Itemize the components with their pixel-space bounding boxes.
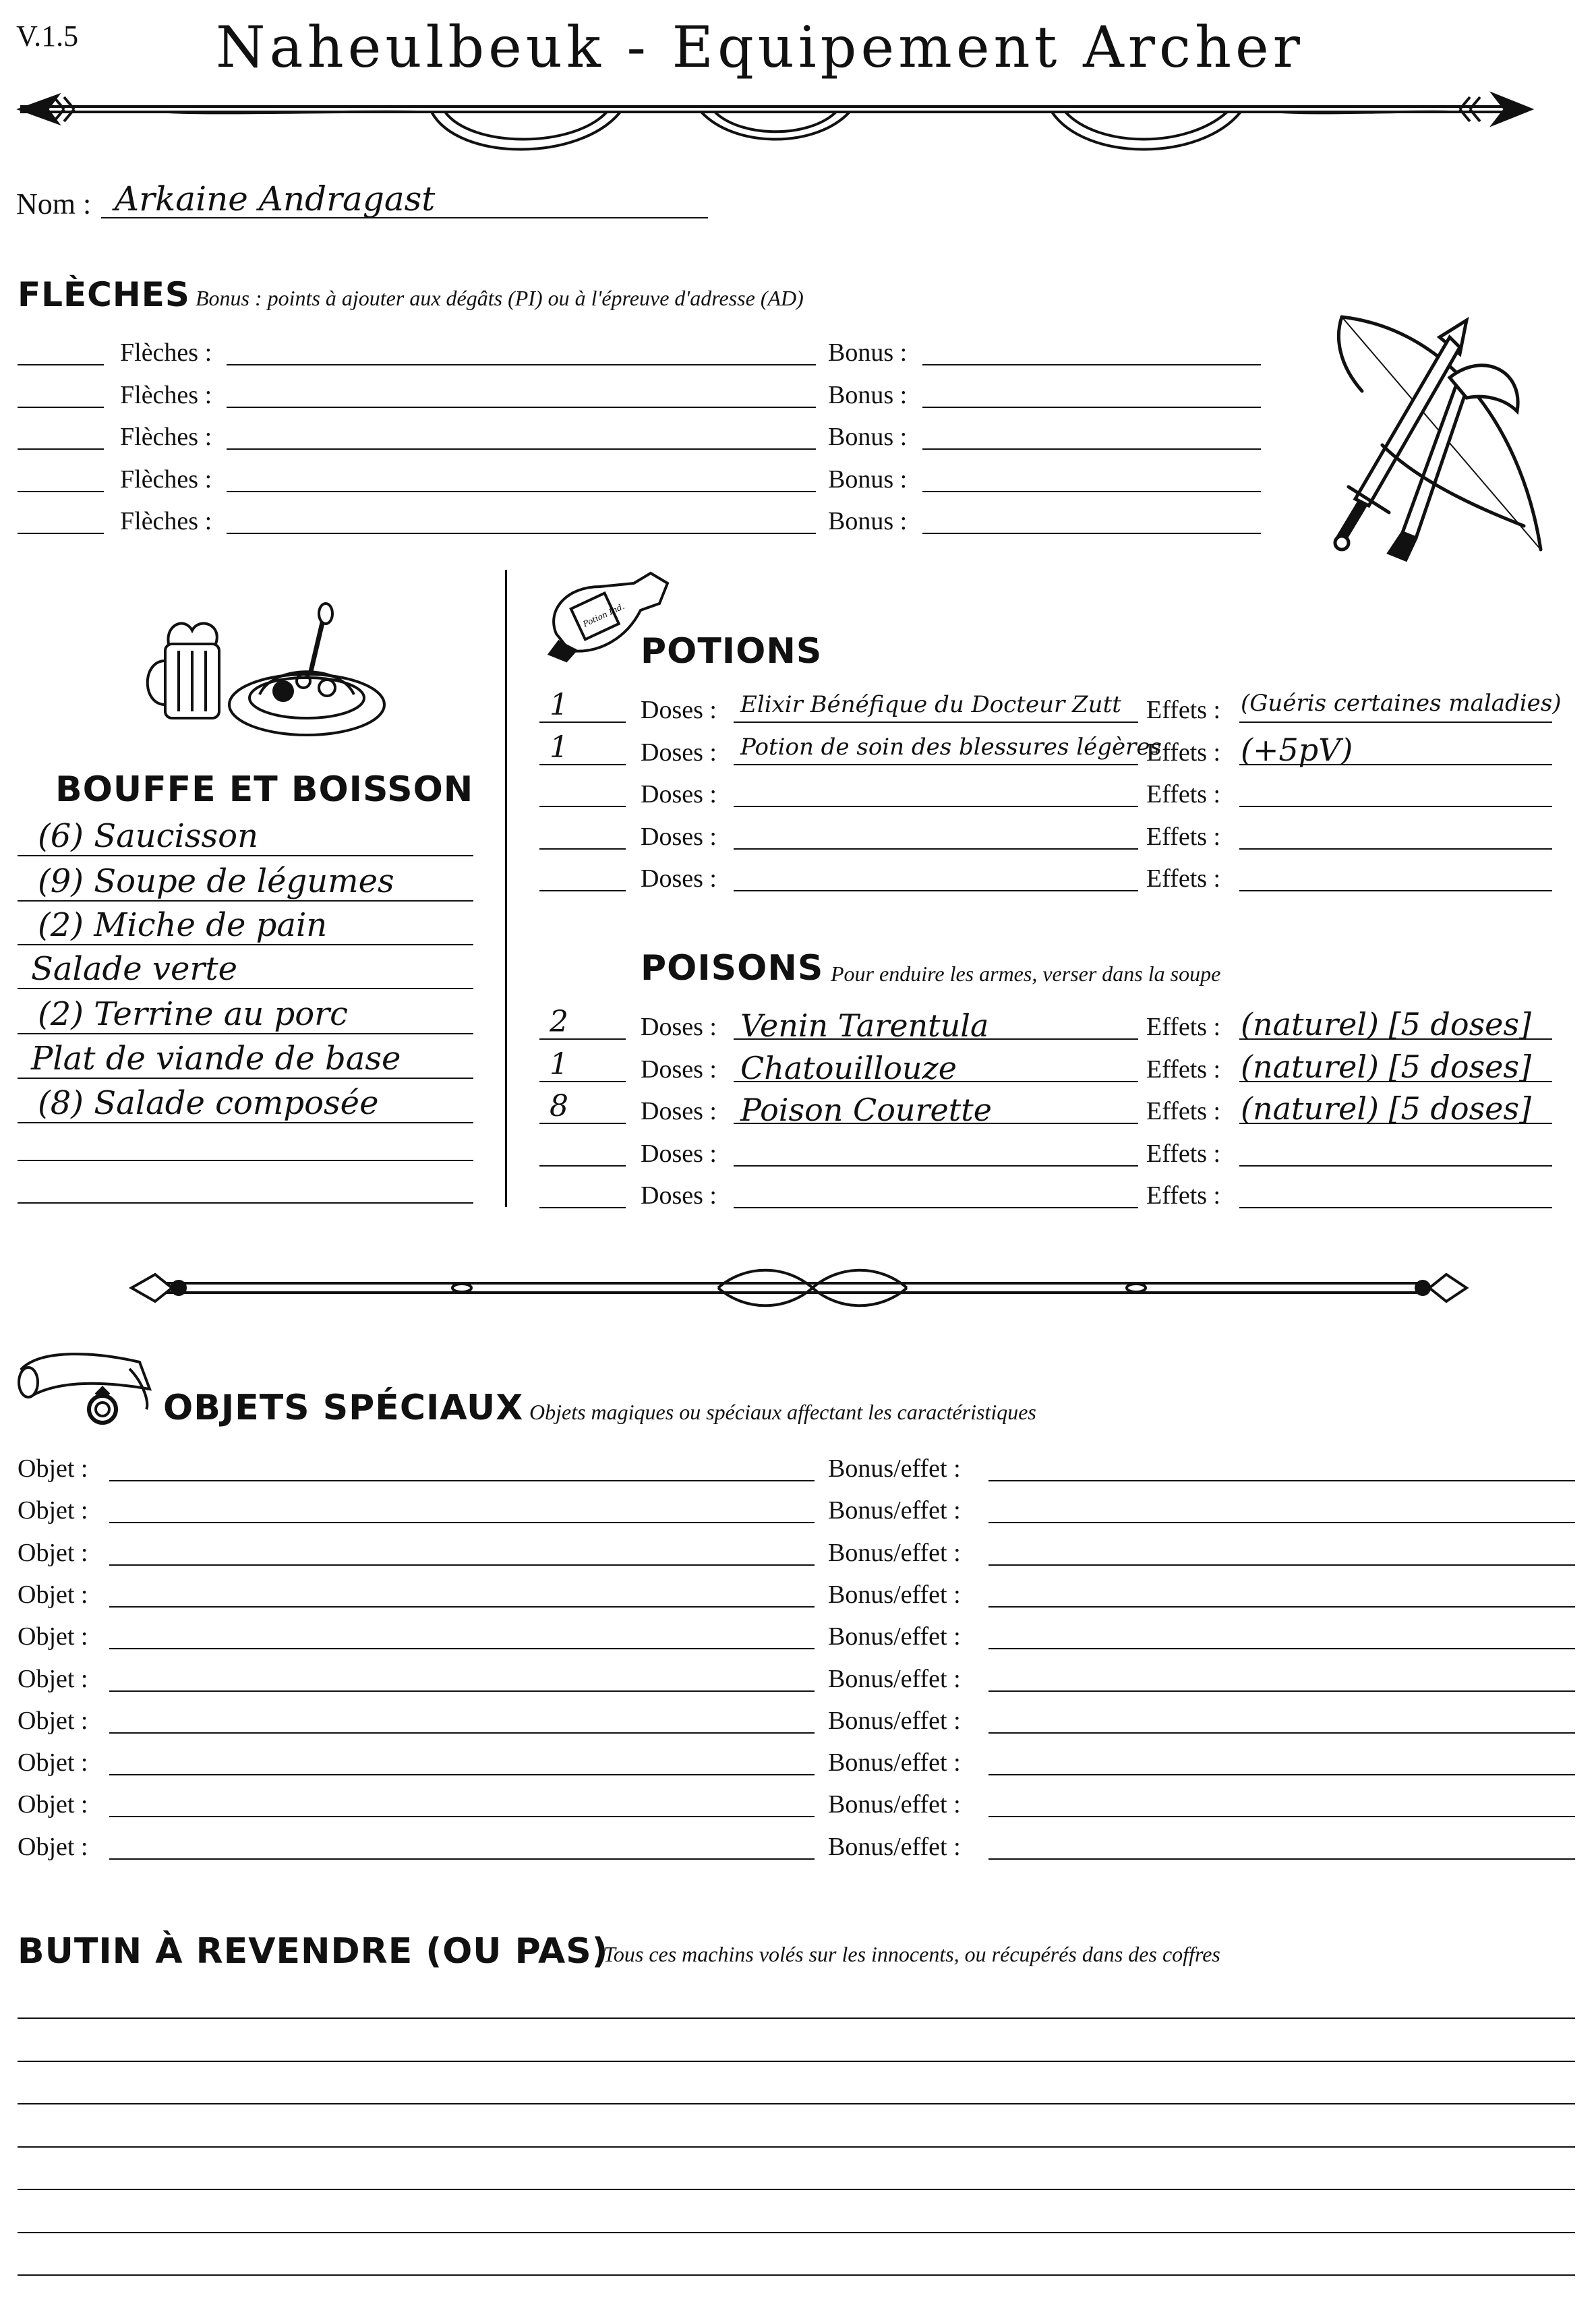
bouffe-line[interactable] <box>18 1078 473 1079</box>
fleches-bonus-line[interactable] <box>922 448 1261 450</box>
objet-bonus-label: Bonus/effet : <box>828 1454 961 1483</box>
fleches-qty-line[interactable] <box>18 407 104 408</box>
objet-bonus-label: Bonus/effet : <box>828 1622 961 1651</box>
fleches-name-line[interactable] <box>227 364 816 365</box>
bouffe-item[interactable]: (9) Soupe de légumes <box>38 862 394 900</box>
potions-effets-label: Effets : <box>1146 780 1221 808</box>
potions-name-line[interactable] <box>734 848 1138 850</box>
potions-effets-label: Effets : <box>1146 738 1221 767</box>
potions-effet[interactable]: (+5pV) <box>1241 731 1353 768</box>
objet-label: Objet : <box>18 1706 88 1735</box>
poisons-name-line[interactable] <box>734 1207 1138 1208</box>
poisons-name-line[interactable] <box>734 1165 1138 1167</box>
butin-line[interactable] <box>18 2017 1575 2019</box>
objet-bonus-label: Bonus/effet : <box>828 1790 961 1819</box>
objet-name-line[interactable] <box>109 1606 815 1608</box>
objet-bonus-label: Bonus/effet : <box>828 1664 961 1693</box>
fleches-label: Flèches : <box>120 423 212 451</box>
poisons-name[interactable]: Chatouillouze <box>740 1049 957 1086</box>
objet-bonus-line[interactable] <box>988 1480 1575 1481</box>
nom-value[interactable]: Arkaine Andragast <box>115 179 436 218</box>
version-label: V.1.5 <box>16 20 79 53</box>
potions-name-line[interactable] <box>734 890 1138 891</box>
poisons-effets-label: Effets : <box>1146 1055 1221 1084</box>
fleches-name-line[interactable] <box>227 407 816 408</box>
poisons-doses-label: Doses : <box>641 1097 717 1125</box>
fleches-label: Flèches : <box>120 338 212 367</box>
bow-sword-axe-icon <box>1322 310 1544 566</box>
potions-doses-label: Doses : <box>641 822 717 851</box>
objet-label: Objet : <box>18 1454 88 1483</box>
butin-line[interactable] <box>18 2103 1575 2104</box>
butin-line[interactable] <box>18 2232 1575 2233</box>
fleches-bonus-label: Bonus : <box>828 423 908 451</box>
fleches-qty-line[interactable] <box>18 491 104 492</box>
bouffe-line[interactable] <box>18 855 473 856</box>
fleches-bonus-label: Bonus : <box>828 507 908 535</box>
fleches-bonus-label: Bonus : <box>828 338 908 367</box>
objet-bonus-line[interactable] <box>988 1606 1575 1608</box>
potions-name-line[interactable] <box>734 721 1138 723</box>
objet-bonus-line[interactable] <box>988 1690 1575 1692</box>
nom-label: Nom : <box>16 187 92 220</box>
objet-bonus-label: Bonus/effet : <box>828 1832 961 1861</box>
poisons-doses-label: Doses : <box>641 1055 717 1084</box>
objet-bonus-line[interactable] <box>988 1774 1575 1775</box>
objet-bonus-label: Bonus/effet : <box>828 1496 961 1525</box>
poisons-effets-label: Effets : <box>1146 1097 1221 1125</box>
butin-line[interactable] <box>18 2146 1575 2148</box>
objet-bonus-label: Bonus/effet : <box>828 1538 961 1567</box>
page-title: Naheulbeuk - Equipement Archer <box>216 14 1304 80</box>
objet-label: Objet : <box>18 1832 88 1861</box>
fleches-qty-line[interactable] <box>18 448 104 450</box>
bouffe-item[interactable]: Salade verte <box>31 950 238 988</box>
bouffe-line[interactable] <box>18 944 473 945</box>
poisons-effet[interactable]: (naturel) [5 doses] <box>1241 1090 1531 1127</box>
objet-label: Objet : <box>18 1580 88 1609</box>
fleches-label: Flèches : <box>120 465 212 494</box>
objet-label: Objet : <box>18 1748 88 1777</box>
objet-bonus-line[interactable] <box>988 1858 1575 1860</box>
bouffe-line[interactable] <box>18 1160 473 1161</box>
potions-heading: POTIONS <box>641 631 823 672</box>
butin-heading: BUTIN À REVENDRE (OU PAS) <box>18 1931 609 1972</box>
potions-qty[interactable]: 1 <box>550 688 568 722</box>
potions-doses-label: Doses : <box>641 738 717 767</box>
potions-name-line[interactable] <box>734 806 1138 807</box>
potions-effet-line[interactable] <box>1239 848 1552 850</box>
potions-effets-label: Effets : <box>1146 864 1221 893</box>
potions-effet-line[interactable] <box>1239 890 1552 891</box>
objet-bonus-line[interactable] <box>988 1522 1575 1523</box>
butin-line[interactable] <box>18 2189 1575 2190</box>
fleches-bonus-line[interactable] <box>922 407 1261 408</box>
poisons-effets-label: Effets : <box>1146 1181 1221 1210</box>
poisons-qty[interactable]: 2 <box>550 1005 568 1039</box>
poisons-qty-line[interactable] <box>539 1207 626 1208</box>
poisons-qty-line[interactable] <box>539 1165 626 1167</box>
bouffe-heading: BOUFFE ET BOISSON <box>55 769 474 810</box>
fleches-subtitle: Bonus : points à ajouter aux dégâts (PI) ou à l'épreuve d'adresse (AD) <box>196 286 804 310</box>
bouffe-line[interactable] <box>18 1202 473 1204</box>
bouffe-line[interactable] <box>18 988 473 989</box>
objet-bonus-line[interactable] <box>988 1816 1575 1817</box>
objet-bonus-label: Bonus/effet : <box>828 1580 961 1609</box>
potions-doses-label: Doses : <box>641 864 717 893</box>
objet-name-line[interactable] <box>109 1858 815 1860</box>
potions-doses-label: Doses : <box>641 780 717 808</box>
poisons-heading: POISONS <box>641 948 824 989</box>
fleches-name-line[interactable] <box>227 448 816 450</box>
fleches-bonus-label: Bonus : <box>828 380 908 409</box>
tankard-food-icon <box>138 603 381 738</box>
objet-label: Objet : <box>18 1790 88 1819</box>
objet-bonus-line[interactable] <box>988 1648 1575 1649</box>
objet-bonus-line[interactable] <box>988 1564 1575 1566</box>
fleches-heading: FLÈCHES <box>18 275 190 314</box>
objet-name-line[interactable] <box>109 1480 815 1481</box>
poisons-doses-label: Doses : <box>641 1181 717 1210</box>
fleches-qty-line[interactable] <box>18 533 104 534</box>
fleches-bonus-line[interactable] <box>922 491 1261 492</box>
bouffe-line[interactable] <box>18 1122 473 1123</box>
objet-bonus-label: Bonus/effet : <box>828 1748 961 1777</box>
fleches-bonus-label: Bonus : <box>828 465 908 494</box>
potions-qty-line[interactable] <box>539 848 626 850</box>
fleches-label: Flèches : <box>120 380 212 409</box>
bouffe-item[interactable]: Plat de viande de base <box>31 1040 401 1078</box>
poisons-name[interactable]: Venin Tarentula <box>740 1007 989 1044</box>
potion-bottle-label: Potion Ind. <box>581 601 626 629</box>
butin-line[interactable] <box>18 2061 1575 2062</box>
bouffe-line[interactable] <box>18 1033 473 1034</box>
fleches-name-line[interactable] <box>227 491 816 492</box>
potions-doses-label: Doses : <box>641 696 717 724</box>
fleches-label: Flèches : <box>120 507 212 535</box>
poisons-effet-line[interactable] <box>1239 1207 1552 1208</box>
potions-name[interactable]: Elixir Bénéfique du Docteur Zutt <box>740 691 1121 718</box>
potions-qty-line[interactable] <box>539 890 626 891</box>
poisons-effet-line[interactable] <box>1239 1165 1552 1167</box>
objets-subtitle: Objets magiques ou spéciaux affectant les caractéristiques <box>529 1400 1036 1424</box>
poisons-effet[interactable]: (naturel) [5 doses] <box>1241 1006 1531 1042</box>
objet-name-line[interactable] <box>109 1732 815 1734</box>
bouffe-item[interactable]: (8) Salade composée <box>38 1084 379 1122</box>
objet-name-line[interactable] <box>109 1564 815 1566</box>
objets-heading: OBJETS SPÉCIAUX <box>163 1388 524 1428</box>
objet-name-line[interactable] <box>109 1774 815 1775</box>
poisons-doses-label: Doses : <box>641 1013 717 1041</box>
poisons-qty[interactable]: 1 <box>550 1047 568 1082</box>
potions-effets-label: Effets : <box>1146 822 1221 851</box>
potions-qty-line[interactable] <box>539 806 626 807</box>
objet-name-line[interactable] <box>109 1648 815 1649</box>
poisons-effet[interactable]: (naturel) [5 doses] <box>1241 1048 1531 1085</box>
potions-name[interactable]: Potion de soin des blessures légères <box>740 733 1162 761</box>
potions-effets-label: Effets : <box>1146 696 1221 724</box>
scroll-ring-icon <box>15 1342 156 1430</box>
potions-qty[interactable]: 1 <box>550 730 568 765</box>
fleches-name-line[interactable] <box>227 533 816 534</box>
poisons-subtitle: Pour enduire les armes, verser dans la soupe <box>831 962 1221 986</box>
potions-name-line[interactable] <box>734 764 1138 765</box>
objet-name-line[interactable] <box>109 1690 815 1692</box>
poisons-effets-label: Effets : <box>1146 1139 1221 1168</box>
bouffe-item[interactable]: (2) Terrine au porc <box>38 995 349 1033</box>
objet-label: Objet : <box>18 1496 88 1525</box>
poisons-name[interactable]: Poison Courette <box>740 1092 992 1128</box>
fleches-qty-line[interactable] <box>18 364 104 365</box>
objet-name-line[interactable] <box>109 1522 815 1523</box>
objet-label: Objet : <box>18 1664 88 1693</box>
column-separator <box>505 570 507 1207</box>
poisons-doses-label: Doses : <box>641 1139 717 1168</box>
staff-divider <box>125 1258 1473 1318</box>
objet-name-line[interactable] <box>109 1816 815 1817</box>
objet-bonus-line[interactable] <box>988 1732 1575 1734</box>
fleches-bonus-line[interactable] <box>922 533 1261 534</box>
fleches-bonus-line[interactable] <box>922 364 1261 365</box>
bouffe-item[interactable]: (2) Miche de pain <box>38 906 328 944</box>
potions-effet[interactable]: (Guéris certaines maladies) <box>1241 690 1562 717</box>
bouffe-line[interactable] <box>18 900 473 902</box>
objet-bonus-label: Bonus/effet : <box>828 1706 961 1735</box>
butin-subtitle: Tous ces machins volés sur les innocents, ou récupérés dans des coffres <box>603 1942 1220 1966</box>
objet-label: Objet : <box>18 1622 88 1651</box>
bouffe-item[interactable]: (6) Saucisson <box>38 817 258 855</box>
potions-effet-line[interactable] <box>1239 721 1552 723</box>
poisons-qty[interactable]: 8 <box>550 1089 568 1123</box>
poisons-effets-label: Effets : <box>1146 1013 1221 1041</box>
objet-label: Objet : <box>18 1538 88 1567</box>
butin-line[interactable] <box>18 2274 1575 2276</box>
potions-effet-line[interactable] <box>1239 806 1552 807</box>
